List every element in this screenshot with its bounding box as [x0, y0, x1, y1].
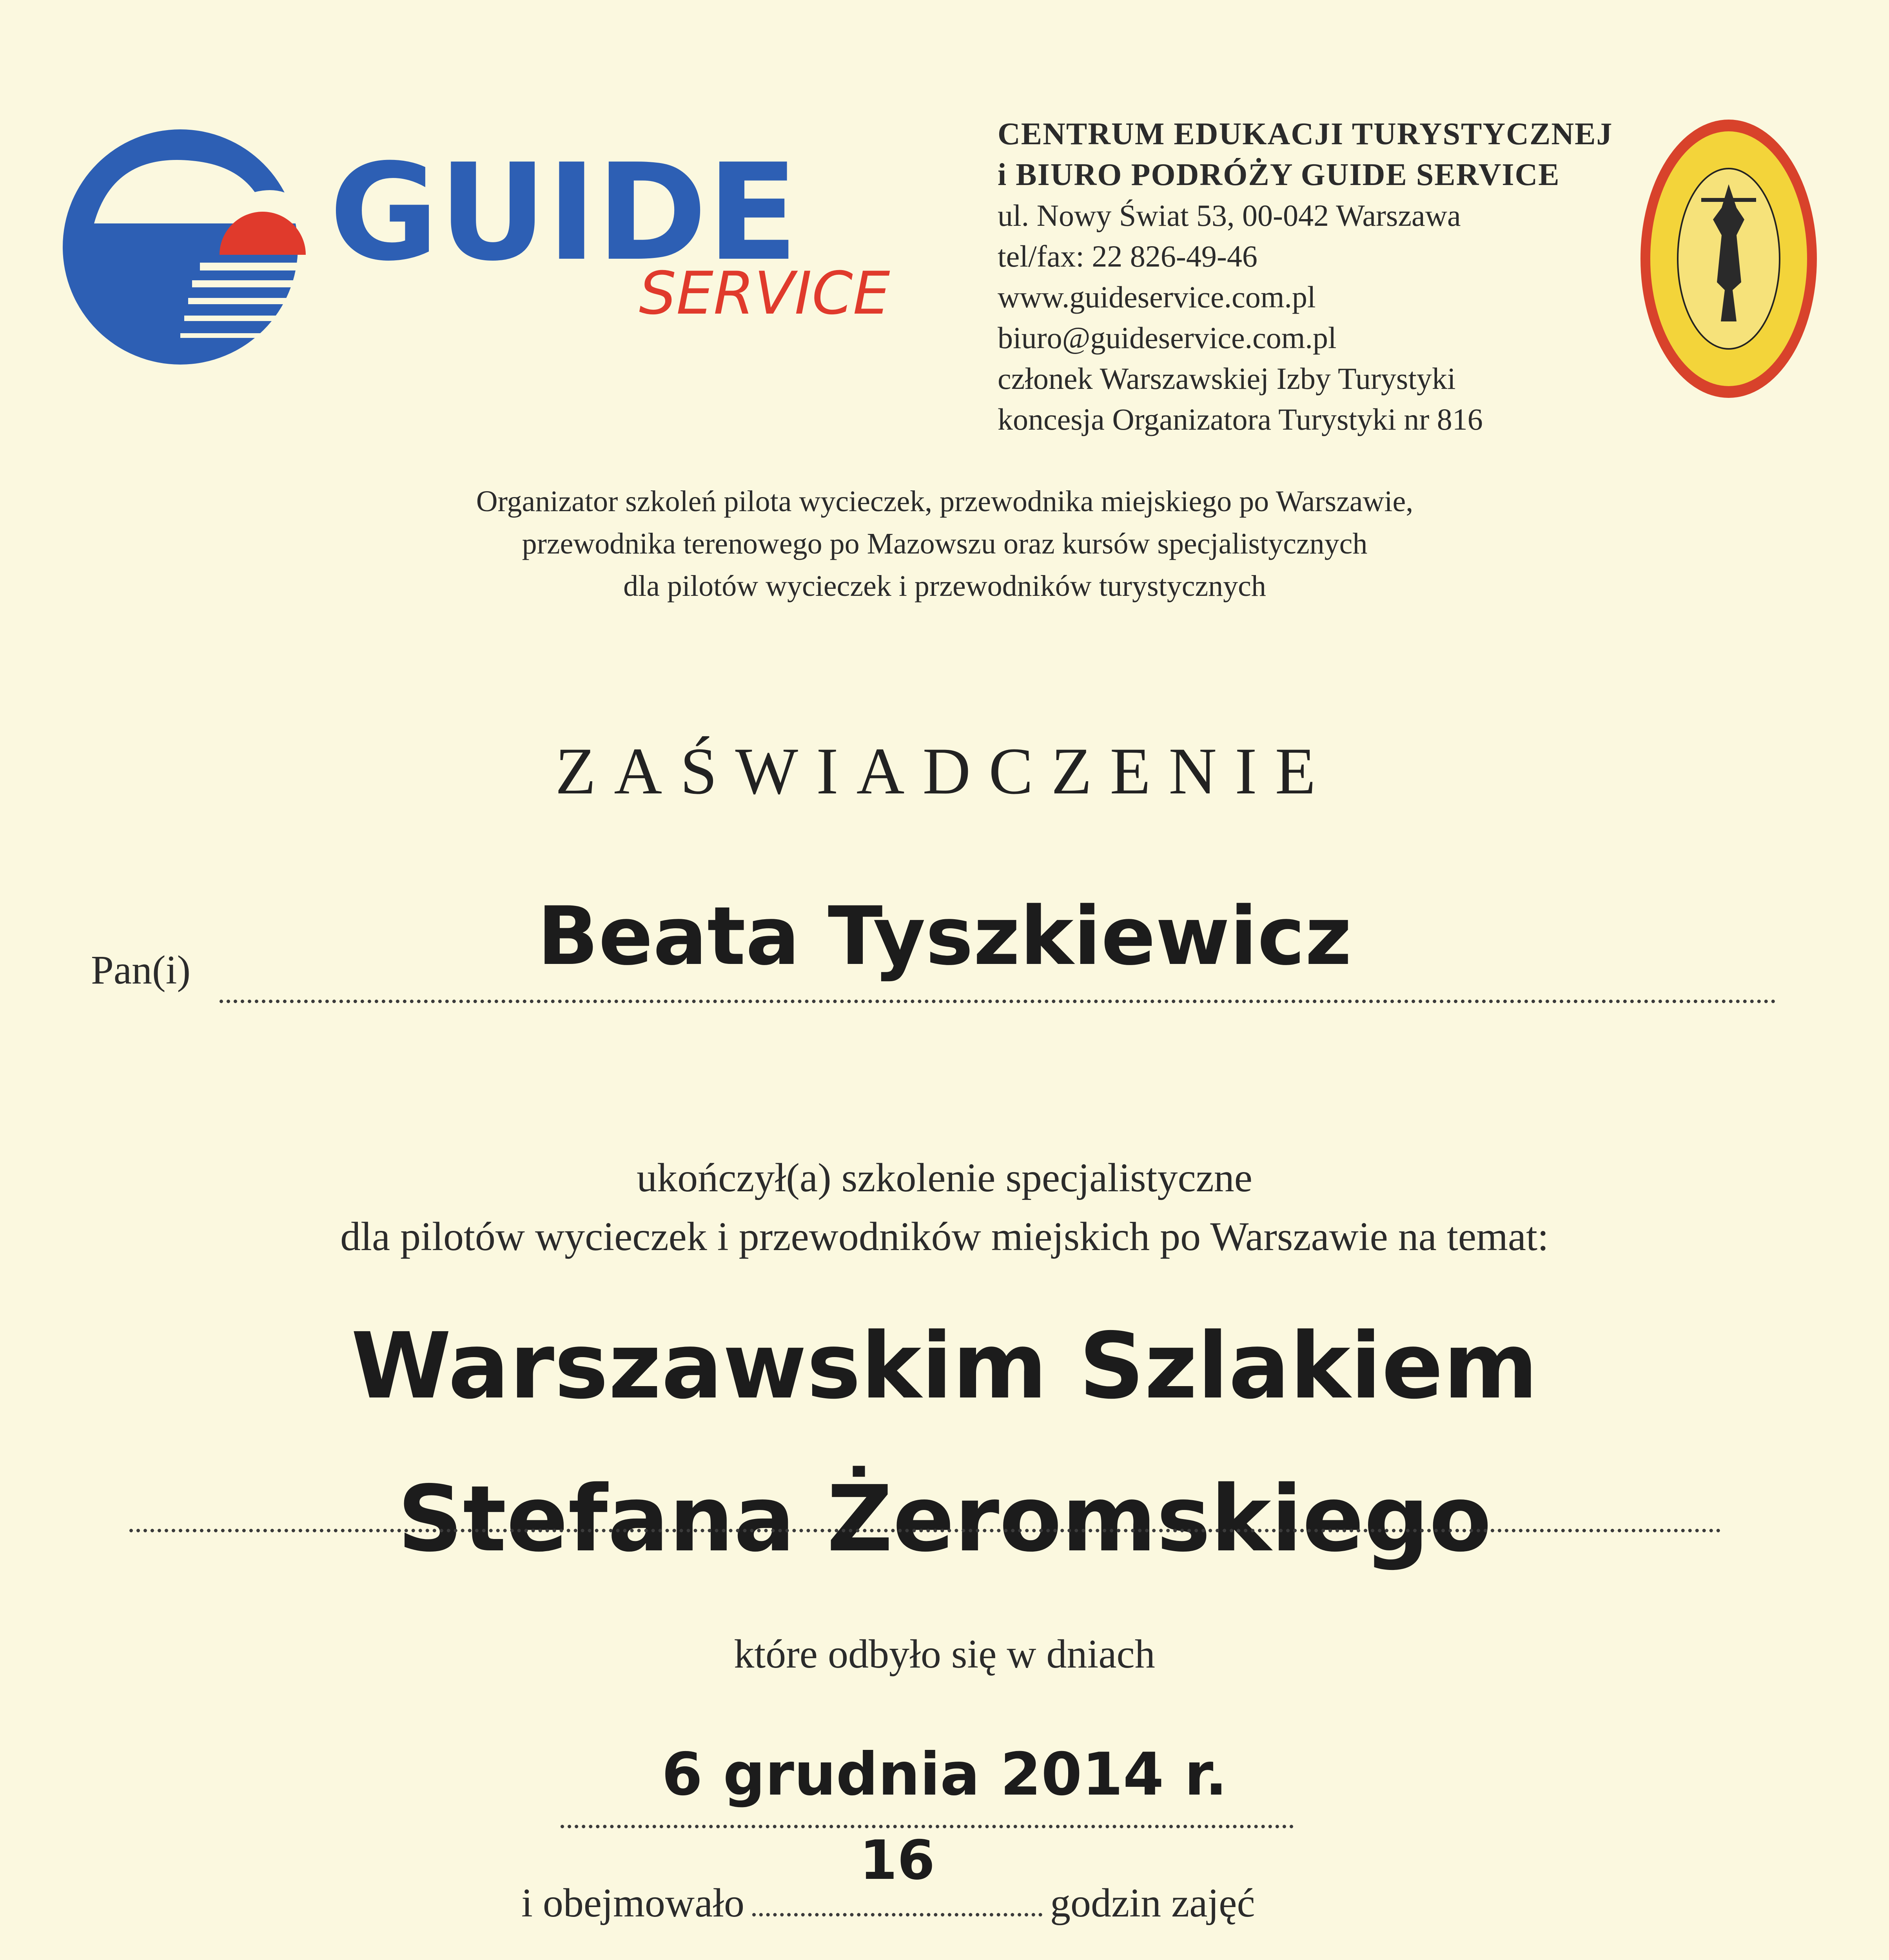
hours-suffix: godzin zajęć: [1050, 1880, 1255, 1926]
hours-value: 16: [859, 1829, 935, 1892]
completion-line1: ukończył(a) szkolenie specjalistyczne: [637, 1155, 1252, 1200]
org-website: www.guideservice.com.pl: [998, 280, 1316, 314]
hours-dotted-line: [752, 1829, 1042, 1916]
intro-line1: Organizator szkoleń pilota wycieczek, przewodnika miejskiego po Warszawie,: [476, 485, 1414, 518]
org-license: koncesja Organizatora Turystyki nr 816: [998, 402, 1483, 436]
completion-line2: dla pilotów wycieczek i przewodników miejskich po Warszawie na temat:: [340, 1214, 1549, 1259]
chamber-seal-icon: [1639, 118, 1819, 400]
intro-line3: dla pilotów wycieczek i przewodników turystycznych: [623, 570, 1266, 603]
guide-service-logo: [51, 106, 913, 388]
intro-line2: przewodnika terenowego po Mazowszu oraz kursów specjalistycznych: [522, 527, 1368, 560]
hours-row: [521, 1829, 1255, 1926]
logo-word: GUIDE: [329, 135, 798, 290]
held-label: które odbyło się w dniach: [734, 1632, 1155, 1677]
completion-text: [0, 1149, 1889, 1266]
org-phone: tel/fax: 22 826-49-46: [998, 239, 1258, 273]
hours-prefix: i obejmowało: [521, 1880, 745, 1926]
org-email: biuro@guideservice.com.pl: [998, 321, 1337, 355]
topic-dotted-line: [129, 1505, 1721, 1532]
logo-script: SERVICE: [639, 260, 890, 328]
recipient-name: Beata Tyszkiewicz: [537, 890, 1352, 983]
org-membership: członek Warszawskiej Izby Turystyki: [998, 361, 1456, 396]
topic-line1: Warszawskim Szlakiem: [351, 1313, 1538, 1419]
org-address: ul. Nowy Świat 53, 00-042 Warszawa: [998, 198, 1461, 232]
recipient-label: Pan(i): [91, 947, 191, 993]
training-topic: [0, 1290, 1889, 1595]
topic-line2: Stefana Żeromskiego: [397, 1466, 1492, 1572]
date-dotted-line: [561, 1801, 1294, 1828]
certificate-title: ZAŚWIADCZENIE: [555, 734, 1334, 808]
org-name-line2: i BIURO PODRÓŻY GUIDE SERVICE: [998, 158, 1560, 192]
training-date: 6 grudnia 2014 r.: [661, 1740, 1228, 1809]
organizer-description: [235, 480, 1654, 607]
organization-info: [998, 114, 1664, 440]
org-name-line1: CENTRUM EDUKACJI TURYSTYCZNEJ: [998, 117, 1613, 151]
